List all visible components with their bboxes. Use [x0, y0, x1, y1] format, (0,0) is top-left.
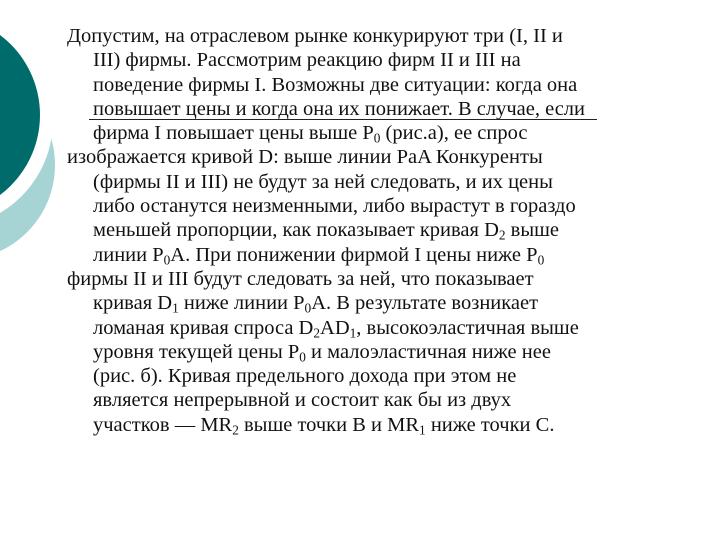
underlined-text: повышает цены и когда она их понижает. В случае, если	[93, 97, 586, 120]
text-line: либо останутся неизменными, либо вырастут в гораздо	[93, 195, 576, 218]
text-line: (рис. б). Кривая предельного дохода при этом не	[93, 365, 517, 388]
text-line: кривая $D_1$ ниже линии $P_0A$. В результате возникает	[93, 292, 539, 316]
text-line: меньшей пропорции, как показывает кривая $D_2$ выше	[93, 219, 560, 243]
text-line: (фирмы II и III) не будут за ней следовать, и их цены	[93, 170, 553, 193]
text-line: является непрерывной и состоит как бы из двух	[93, 389, 512, 412]
text-line: линии $P_0A$. При понижении фирмой I цены ниже $P_0$	[93, 243, 545, 267]
text-line: фирма I повышает цены выше $P_0$ (рис.а), ее спрос	[93, 122, 528, 146]
text-line: ломаная кривая спроса $D_2AD_1$, высокоэластичная выше	[93, 316, 579, 340]
text-line: фирмы II и III будут следовать за ней, что показывает	[67, 267, 534, 290]
text-line: участков — $MR_2$ выше точки В и $MR_1$ ниже точки С.	[93, 413, 555, 438]
text-line: уровня текущей цены $P_0$ и малоэластичная ниже нее	[93, 340, 551, 365]
text-line: поведение фирмы I. Возможны две ситуации: когда она	[93, 73, 578, 96]
text-line: Допустим, на отраслевом рынке конкурируют три (I, II и	[67, 25, 563, 47]
text-line: изображается кривой D: выше линии PaA Конкуренты	[67, 146, 543, 169]
main-paragraph	[67, 24, 707, 437]
text-line: III) фирмы. Рассмотрим реакцию фирм II и III на	[93, 49, 521, 72]
text-line	[67, 97, 707, 121]
